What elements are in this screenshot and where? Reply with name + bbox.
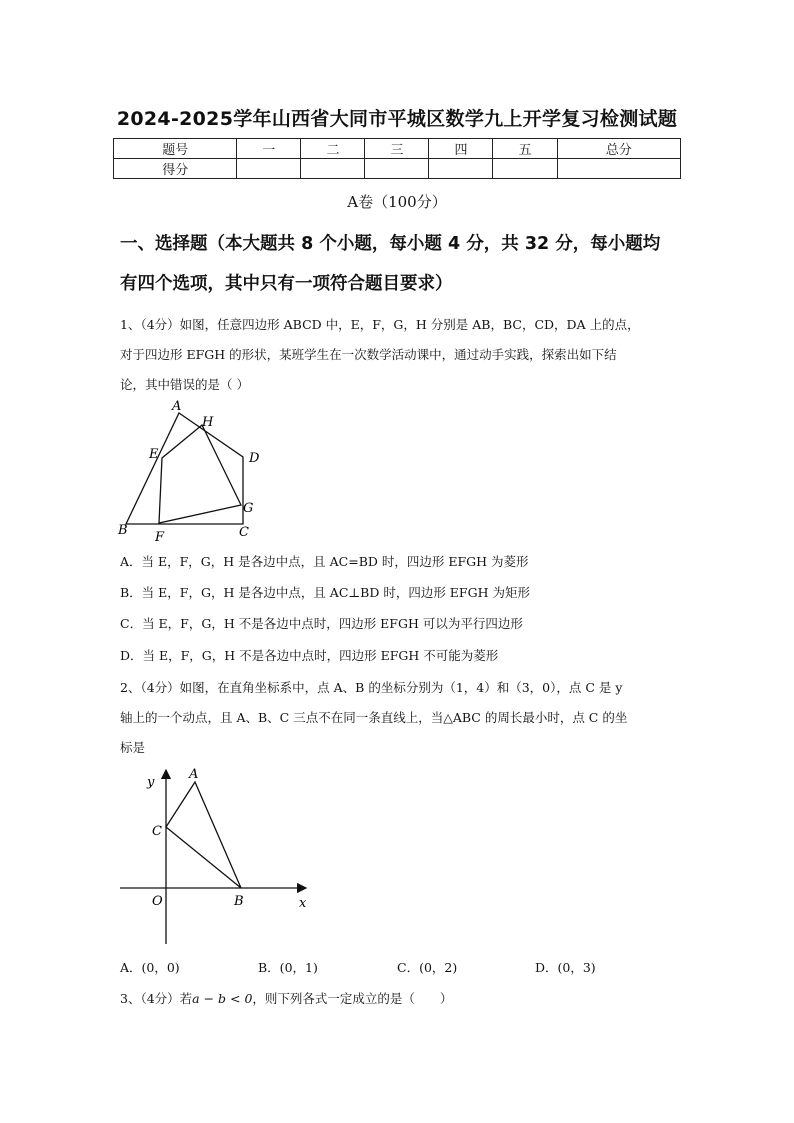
score-cell: 得分: [114, 159, 237, 179]
q1-label-a: A: [172, 399, 182, 414]
q1-label-g: G: [243, 501, 254, 516]
q2-option-d[interactable]: D．(0，3): [535, 960, 596, 975]
q2-option-a[interactable]: A．(0，0): [120, 960, 180, 975]
q1-label-e: E: [149, 447, 159, 462]
score-cell: 四: [429, 139, 493, 159]
q2-stem-line1: 2、（4分）如图，在直角坐标系中，点 A、B 的坐标分别为（1，4）和（3，0），点 C 是 y: [120, 680, 623, 695]
exam-title: 2024-2025学年山西省大同市平城区数学九上开学复习检测试题: [116, 108, 678, 130]
score-input-cell[interactable]: [429, 159, 493, 179]
score-input-cell[interactable]: [237, 159, 301, 179]
score-input-cell[interactable]: [365, 159, 429, 179]
q1-label-f: F: [155, 530, 165, 544]
section-a-label: A卷（100分）: [347, 193, 447, 211]
score-table-header-row: [114, 139, 681, 159]
q3-stem-math: a − b < 0: [192, 991, 253, 1006]
q3-stem: [120, 989, 452, 1007]
score-cell: 一: [237, 139, 301, 159]
q2-label-a: A: [189, 767, 199, 782]
score-cell: 总分: [557, 139, 681, 159]
score-input-cell[interactable]: [557, 159, 681, 179]
q1-stem-line2: 对于四边形 EFGH 的形状，某班学生在一次数学活动课中，通过动手实践，探索出如下结: [120, 347, 617, 362]
q1-stem-line1: 1、（4分）如图，任意四边形 ABCD 中，E，F，G，H 分别是 AB，BC，CD，DA 上的点，: [120, 317, 640, 332]
q1-label-h: H: [202, 415, 214, 430]
score-table: [113, 138, 681, 179]
q2-label-c: C: [152, 824, 162, 839]
score-input-cell[interactable]: [301, 159, 365, 179]
q1-option-b[interactable]: B．当 E，F，G，H 是各边中点，且 AC⊥BD 时，四边形 EFGH 为矩形: [120, 585, 530, 600]
q1-option-c[interactable]: C．当 E，F，G，H 不是各边中点时，四边形 EFGH 可以为平行四边形: [120, 616, 523, 631]
q1-figure: [112, 396, 272, 544]
q3-stem-suffix: ，则下列各式一定成立的是（ ）: [252, 991, 453, 1006]
q1-label-b: B: [118, 523, 128, 538]
quadrilateral-efgh: [159, 425, 241, 523]
quadrilateral-abcd: [126, 413, 243, 524]
section1-heading-line2: 有四个选项，其中只有一项符合题目要求）: [120, 274, 453, 294]
q2-label-x: x: [299, 896, 307, 911]
q1-stem-line3: 论，其中错误的是（ ）: [120, 377, 249, 392]
q2-label-y: y: [147, 775, 155, 790]
q1-label-d: D: [249, 451, 260, 466]
q2-option-b[interactable]: B．(0，1): [258, 960, 318, 975]
score-cell: 题号: [114, 139, 237, 159]
q1-option-a[interactable]: A．当 E，F，G，H 是各边中点，且 AC=BD 时，四边形 EFGH 为菱形: [120, 554, 529, 569]
triangle-abc: [166, 782, 241, 888]
q2-option-c[interactable]: C．(0，2): [397, 960, 458, 975]
score-cell: 三: [365, 139, 429, 159]
score-table-score-row: [114, 159, 681, 179]
q2-figure: [116, 764, 316, 950]
q2-label-b: B: [234, 894, 244, 909]
q1-option-d[interactable]: D．当 E，F，G，H 不是各边中点时，四边形 EFGH 不可能为菱形: [120, 648, 499, 663]
score-cell: 五: [493, 139, 557, 159]
q1-label-c: C: [239, 525, 249, 540]
q2-stem-line2: 轴上的一个动点，且 A、B、C 三点不在同一条直线上，当△ABC 的周长最小时，点 C 的坐: [120, 710, 628, 725]
q2-label-o: O: [152, 894, 163, 909]
q2-stem-line3: 标是: [120, 740, 146, 755]
score-cell: 二: [301, 139, 365, 159]
section1-heading-line1: 一、选择题（本大题共 8 个小题，每小题 4 分，共 32 分，每小题均: [120, 234, 661, 254]
q3-stem-prefix: 3、（4分）若: [120, 991, 193, 1006]
score-input-cell[interactable]: [493, 159, 557, 179]
